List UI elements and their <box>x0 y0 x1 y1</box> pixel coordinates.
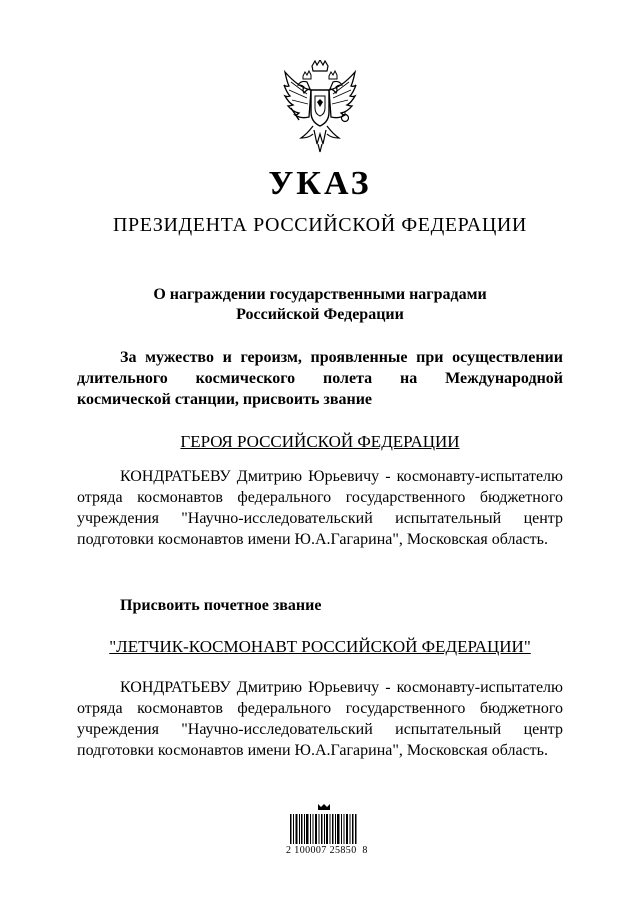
decree-heading-line2: Российской Федерации <box>236 306 404 323</box>
barcode-number: 2 100007 25850 8 <box>286 845 368 856</box>
decree-line1: За мужество и героизм, проявленные при осуществлении <box>120 349 563 366</box>
recipient-paragraph-2 <box>77 677 563 761</box>
recipient1-line2: отряда космонавтов федерального государственного бюджетного <box>77 489 563 506</box>
decree-paragraph <box>77 347 563 410</box>
recipient2-line2: отряда космонавтов федерального государственного бюджетного <box>77 700 563 717</box>
recipient-paragraph-1 <box>77 466 563 550</box>
russian-double-headed-eagle-icon <box>281 60 359 155</box>
document-subtitle: ПРЕЗИДЕНТА РОССИЙСКОЙ ФЕДЕРАЦИИ <box>113 214 527 236</box>
assign-title-text: Присвоить почетное звание <box>120 597 322 614</box>
recipient1-line3: учреждения "Научно-исследовательский испытательный центр <box>77 510 563 527</box>
recipient2-line1: КОНДРАТЬЕВУ Дмитрию Юрьевичу - космонавту-испытателю <box>120 679 563 696</box>
award-title-pilot-cosmonaut: "ЛЕТЧИК-КОСМОНАВТ РОССИЙСКОЙ ФЕДЕРАЦИИ" <box>109 637 531 656</box>
recipient1-line4: подготовки космонавтов имени Ю.А.Гагарина", Московская область. <box>77 531 548 548</box>
decree-heading <box>0 285 640 325</box>
award-title-hero: ГЕРОЯ РОССИЙСКОЙ ФЕДЕРАЦИИ <box>180 432 460 451</box>
document-title: УКАЗ <box>268 165 372 202</box>
recipient2-line4: подготовки космонавтов имени Ю.А.Гагарина", Московская область. <box>77 742 548 759</box>
decree-line3: космической станции, присвоить звание <box>77 391 373 408</box>
barcode-icon <box>290 802 358 846</box>
decree-line2: длительного космического полета на Международной <box>77 370 563 387</box>
decree-heading-line1: О награждении государственными наградами <box>153 286 487 303</box>
recipient1-line1: КОНДРАТЬЕВУ Дмитрию Юрьевичу - космонавту-испытателю <box>120 468 563 485</box>
recipient2-line3: учреждения "Научно-исследовательский испытательный центр <box>77 721 563 738</box>
